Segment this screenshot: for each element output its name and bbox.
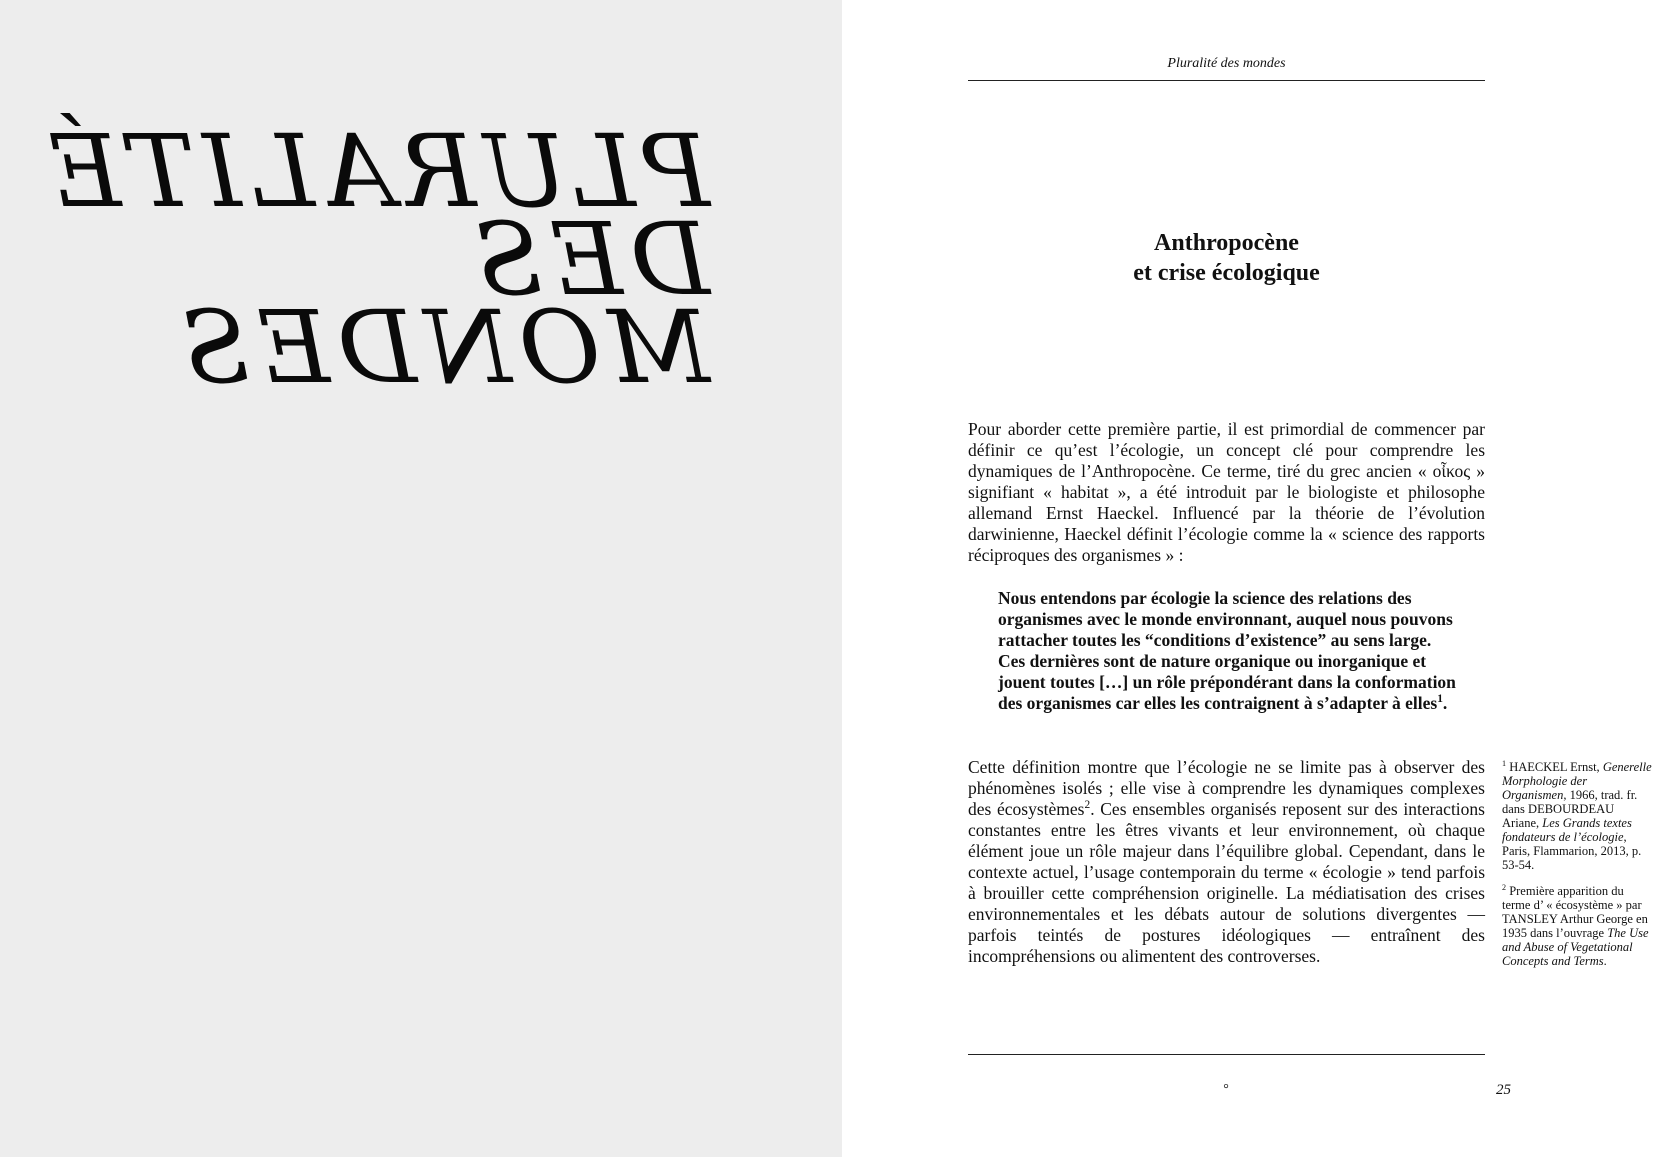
haeckel-quote: Nous entendons par écologie la science des relations des organismes avec le monde environnant, auquel nous pouvons rattacher toutes les “conditions d’existence” au sens large. Ces dernières sont de nature organique ou inorganique et jouent toutes […] un rôle prépondérant dans la conformation des organismes car elles les contraignent à s’adapter à elles$^1$.	[998, 588, 1456, 713]
running-head: Pluralité des mondes	[1167, 56, 1286, 71]
title-line-2: DES	[467, 201, 710, 318]
page-ornament: °	[1223, 1082, 1229, 1097]
note-2-text-c: .	[1603, 954, 1607, 968]
chapter-title	[968, 228, 1485, 288]
page-number: 25	[1496, 1082, 1511, 1098]
note-2-number: 2	[1502, 882, 1507, 892]
margin-note-1	[1502, 760, 1652, 872]
mirrored-section-title	[10, 113, 710, 406]
note-1-text-e: , Paris, Flammarion, 2013, p. 53-54.	[1502, 830, 1642, 872]
note-1-text-c: , 1966, trad. fr. dans DEBOURDEAU Ariane,	[1502, 788, 1638, 830]
footnote-ref-1: 1	[1437, 693, 1443, 706]
note-1-text-a: HAECKEL Ernst,	[1506, 760, 1603, 774]
note-1-book-title: Les Grands textes fondateurs de l’écologie	[1502, 816, 1632, 844]
title-line-1: PLURALITÉ	[41, 113, 710, 230]
margin-notes	[1502, 760, 1652, 980]
footnote-ref-2: 2	[1084, 799, 1091, 812]
note-1-number: 1	[1502, 758, 1507, 768]
chapter-title-line-1: Anthropocène	[1154, 230, 1299, 256]
note-1-work-title: Generelle Morphologie der Organismen	[1502, 760, 1652, 802]
paragraph-definition	[968, 757, 1485, 967]
header-rule	[968, 80, 1485, 81]
chapter-title-line-2: et crise écologique	[1133, 260, 1320, 286]
note-2-text-a: Première apparition du terme d’ « écosystème » par TANSLEY Arthur George en 1935 dans l’ouvrage	[1502, 884, 1648, 940]
title-line-3: MONDES	[174, 289, 710, 406]
note-2-work-title: The Use and Abuse of Vegetational Concepts and Terms	[1502, 926, 1649, 968]
paragraph-2-part-b: . Ces ensembles organisés reposent sur des interactions constantes entre les êtres vivants et leur environnement, où chaque élément joue un rôle majeur dans l’équilibre global. Cependant, dans le contexte actuel, l’usage contemporain du terme « écologie » tend parfois à brouiller cette compréhension originelle. La médiatisation des crises environnementales et les débats autour de solutions divergentes — parfois teintés de postures idéologiques — entraînent des incompréhensions ou alimentent des controverses.	[968, 799, 1485, 966]
right-page	[842, 0, 1671, 1157]
paragraph-2-part-a: Cette définition montre que l’écologie ne se limite pas à observer des phénomènes isolés ; elle vise à comprendre les dynamiques complexes des écosystèmes	[968, 757, 1485, 819]
footer-rule	[968, 1054, 1485, 1055]
quote-text: Nous entendons par écologie la science des relations des organismes avec le monde environnant, auquel nous pouvons rattacher toutes les “conditions d’existence” au sens large. Ces dernières sont de nature organique ou inorganique et jouent toutes […] un rôle prépondérant dans la conformation des organismes car elles les contraignent à s’adapter à elles	[998, 588, 1456, 713]
margin-note-2	[1502, 884, 1652, 968]
paragraph-intro: Pour aborder cette première partie, il est primordial de commencer par définir ce qu’est l’écologie, un concept clé pour comprendre les dynamiques de l’Anthropocène. Ce terme, tiré du grec ancien « οἶκος » signifiant « habitat », a été introduit par le biologiste et philosophe allemand Ernst Haeckel. Influencé par la théorie de l’évolution darwinienne, Haeckel définit l’écologie comme la « science des rapports réciproques des organismes » :	[968, 419, 1485, 565]
